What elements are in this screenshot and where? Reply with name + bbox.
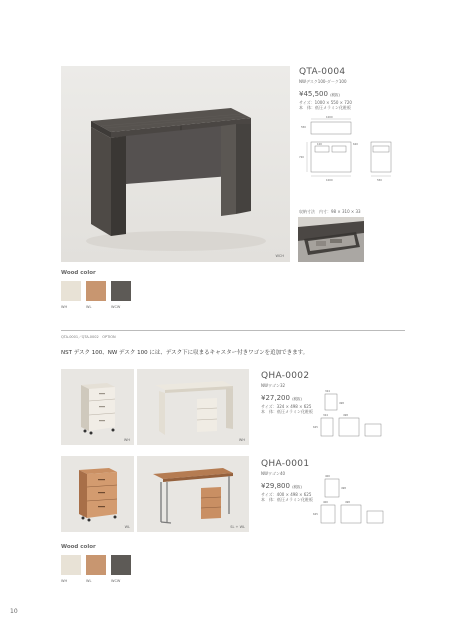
dim-h: 625	[313, 513, 318, 516]
section-divider	[61, 330, 405, 331]
product-name: NWワゴン32	[261, 383, 286, 388]
dim-d2: 498	[343, 414, 348, 417]
dim-inner: 620	[353, 143, 358, 146]
product-price	[299, 90, 419, 98]
product-name: NWワゴン40	[261, 471, 286, 476]
swatch-wh	[61, 555, 81, 575]
wagon-wh-illustration	[61, 369, 134, 445]
desk-with-wagon-photo-slwl	[137, 456, 249, 532]
wood-color-title-bottom: Wood color	[61, 544, 96, 550]
dim-top-width: 1000	[326, 116, 333, 119]
swatch-label-wl: WL	[86, 579, 92, 583]
product-info-qta-0004	[299, 67, 419, 110]
desk-photo	[61, 66, 290, 262]
price-value: ¥45,500	[299, 90, 328, 98]
product-code: QHA-0001	[261, 459, 310, 469]
photo-caption: WH	[238, 438, 245, 442]
product-code: QTA-0004	[299, 67, 346, 77]
desk-with-wagon-photo-wh	[137, 369, 249, 445]
drawer-caption: 収納寸法 内寸：98 × 310 × 33	[299, 209, 361, 214]
product-size: サイズ：324 × 498 × 625	[261, 404, 312, 409]
product-material: 本 体：低圧メラミン化粧板	[261, 497, 313, 502]
swatch-wcw	[111, 281, 131, 301]
dim-w2: 400	[323, 501, 328, 504]
option-note: NST デスク 100、NW デスク 100 には、デスク下に収まるキャスター付きワゴンを追加できます。	[61, 350, 309, 356]
swatch-label-wcw: WCW	[111, 579, 121, 583]
photo-caption: WH	[123, 438, 130, 442]
desk-wagon-wh-illustration	[137, 369, 249, 445]
swatch-wl	[86, 281, 106, 301]
product-code: QHA-0002	[261, 371, 310, 381]
photo-caption: WCH	[275, 254, 284, 258]
price-tax: (税抜)	[292, 397, 302, 401]
drawer-photo	[298, 217, 364, 262]
price-tax: (税抜)	[292, 485, 302, 489]
price-value: ¥29,800	[261, 482, 290, 490]
dim-h: 625	[313, 426, 318, 429]
desk-illustration	[61, 66, 290, 262]
page-number: 10	[10, 608, 18, 615]
product-size: サイズ：400 × 498 × 625	[261, 492, 312, 497]
swatch-label-wh: WH	[61, 305, 68, 309]
photo-caption: WL	[124, 525, 130, 529]
price-tax: (税抜)	[330, 93, 340, 97]
product-size: サイズ：1000 × 550 × 720	[299, 100, 352, 105]
dim-d2: 498	[345, 501, 350, 504]
dim-width: 1000	[326, 179, 333, 182]
wagon32-dimension-lines	[311, 388, 391, 443]
desk-wagon-slwl-illustration	[137, 456, 249, 532]
wood-color-title: Wood color	[61, 270, 96, 276]
wagon-photo-wh	[61, 369, 134, 445]
swatch-wcw	[111, 555, 131, 575]
dim-w: 400	[325, 475, 330, 478]
dim-depth: 550	[377, 179, 382, 182]
swatch-label-wcw: WCW	[111, 305, 121, 309]
swatch-label-wh: WH	[61, 579, 68, 583]
swatch-label-wl: WL	[86, 305, 92, 309]
product-name: NWデスク100-ダーク100	[299, 79, 347, 84]
desk-dimension-lines	[299, 118, 414, 188]
dim-drawer: 100	[317, 143, 322, 146]
wagon-photo-wl	[61, 456, 134, 532]
drawer-detail-info	[299, 209, 361, 214]
swatch-wh	[61, 281, 81, 301]
wagon-wl-illustration	[61, 456, 134, 532]
dim-d: 498	[339, 402, 344, 405]
product-material: 本 体：低圧メラミン化粧板	[261, 409, 313, 414]
dim-top-depth: 550	[301, 126, 306, 129]
dim-d: 498	[341, 487, 346, 490]
wagon40-dimension-lines	[311, 473, 391, 531]
dim-w: 324	[325, 390, 330, 393]
wagon32-technical-drawing	[311, 388, 391, 443]
dim-w2: 324	[323, 414, 328, 417]
drawer-illustration	[298, 217, 364, 262]
desk-technical-drawing	[299, 118, 414, 188]
price-value: ¥27,200	[261, 394, 290, 402]
dim-height: 720	[299, 156, 304, 159]
section-ref: QTA-0001／QTA-0002 OPTION	[61, 335, 116, 339]
swatch-wl	[86, 555, 106, 575]
wagon40-technical-drawing	[311, 473, 391, 531]
product-material: 本 体：低圧メラミン化粧板	[299, 105, 351, 110]
photo-caption: SL + WL	[230, 525, 245, 529]
